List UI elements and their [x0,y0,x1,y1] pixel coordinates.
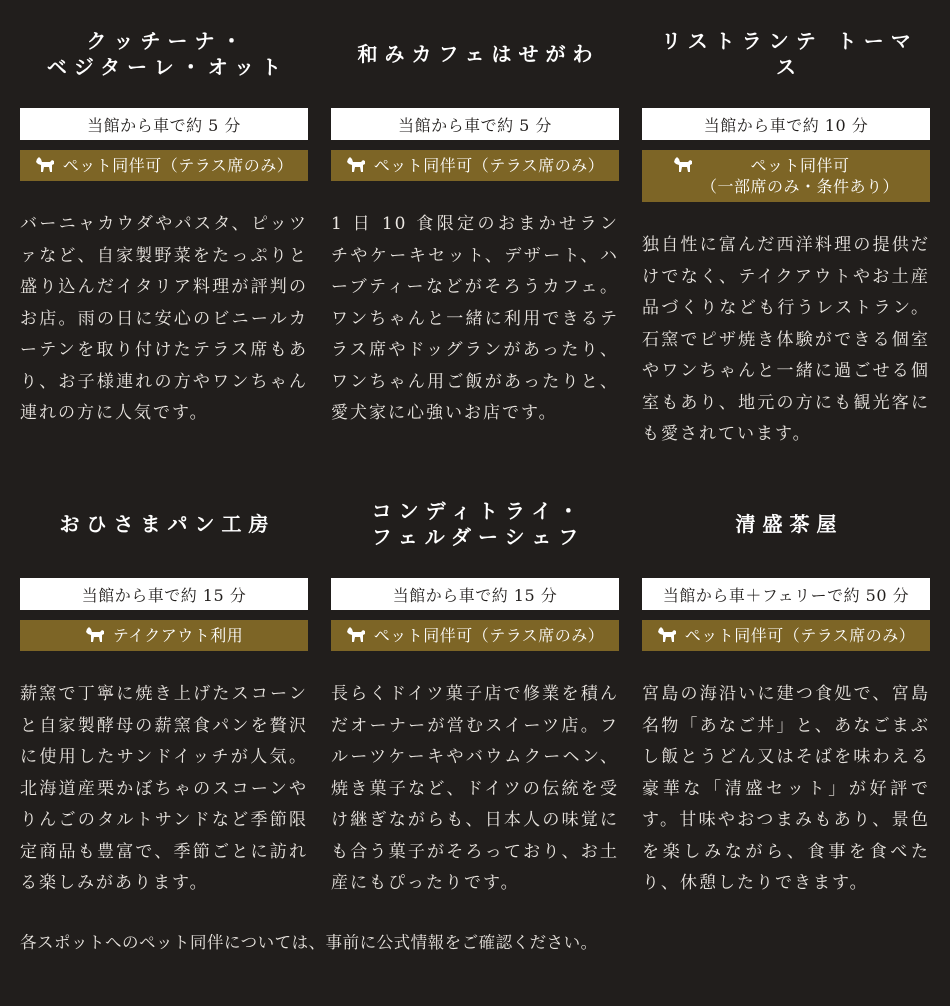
dog-icon [346,626,368,644]
dog-icon [85,626,107,644]
spot-description: 1 日 10 食限定のおまかせランチやケーキセット、デザート、ハーブティーなどがそろうカフェ。ワンちゃんと一緒に利用できるテラス席やドッグランがあったり、ワンちゃん用ご飯があったりと、愛犬家に心強いお店です。 [331,214,619,423]
pet-policy-badge [331,620,619,651]
badge-label: ペット同伴可 （一部席のみ・条件あり） [700,156,899,196]
spot-description: バーニャカウダやパスタ、ピッツァなど、自家製野菜をたっぷりと盛り込んだイタリア料理が評判のお店。雨の日に安心のビニールカーテンを取り付けたテラス席もあり、お子様連れの方やワンちゃん連れの方に人気です。 [20,214,308,423]
spot-description: 薪窯で丁寧に焼き上げたスコーンと自家製酵母の薪窯食パンを贅沢に使用したサンドイッチが人気。北海道産栗かぼちゃのスコーンやりんごのタルトサンドなど季節限定商品も豊富で、季節ごとに訪れる楽しみがあります。 [20,684,308,893]
dog-icon [673,156,695,174]
pet-policy-badge [331,150,619,181]
access-time: 当館から車で約 5 分 [331,108,619,140]
badge-label: ペット同伴可（テラス席のみ） [373,156,605,175]
spot-card [642,470,930,900]
spot-card [20,0,308,451]
badge-label: ペット同伴可（テラス席のみ） [684,626,916,645]
access-time: 当館から車で約 10 分 [642,108,930,140]
spot-title: クッチーナ・ ベジターレ・オット [46,29,289,79]
pet-policy-badge [642,620,930,651]
pet-policy-badge [642,150,930,202]
spot-card [331,0,619,451]
spot-grid-row-1 [20,0,930,451]
spot-card [20,470,308,900]
dog-icon [657,626,679,644]
spot-title: おひさまパン工房 [59,512,276,536]
spot-title: 和みカフェはせがわ [357,42,600,66]
badge-label: テイクアウト利用 [112,626,244,645]
access-time: 当館から車で約 15 分 [20,578,308,610]
access-time: 当館から車で約 15 分 [331,578,619,610]
spot-title: 清盛茶屋 [735,512,844,536]
spot-card [331,470,619,900]
badge-label: ペット同伴可（テラス席のみ） [373,626,605,645]
spot-card [642,0,930,451]
spot-title: リストランテ トーマス [661,29,918,79]
service-badge [20,620,308,651]
dog-icon [35,156,57,174]
pet-policy-badge [20,150,308,181]
spot-description: 宮島の海沿いに建つ食処で、宮島名物「あなご丼」と、あなごまぶし飯とうどん又はそばを味わえる豪華な「清盛セット」が好評です。甘味やおつまみもあり、景色を楽しみながら、食事を食べたり、休憩したりできます。 [642,684,930,893]
spot-description: 長らくドイツ菓子店で修業を積んだオーナーが営むスイーツ店。フルーツケーキやバウムクーヘン、焼き菓子など、ドイツの伝統を受け継ぎながらも、日本人の味覚にも合う菓子がそろっており、お土産にもぴったりです。 [331,684,619,893]
dog-icon [346,156,368,174]
spot-grid-row-2 [20,470,930,900]
access-time: 当館から車＋フェリーで約 50 分 [642,578,930,610]
badge-label: ペット同伴可（テラス席のみ） [62,156,294,175]
spot-description: 独自性に富んだ西洋料理の提供だけでなく、テイクアウトやお土産品づくりなども行うレストラン。石窯でピザ焼き体験ができる個室やワンちゃんと一緒に過ごせる個室もあり、地元の方にも観光客にも愛されています。 [642,235,930,444]
footer-note: 各スポットへのペット同伴については、事前に公式情報をご確認ください。 [20,933,598,952]
spot-title: コンディトライ・ フェルダーシェフ [371,499,586,549]
access-time: 当館から車で約 5 分 [20,108,308,140]
